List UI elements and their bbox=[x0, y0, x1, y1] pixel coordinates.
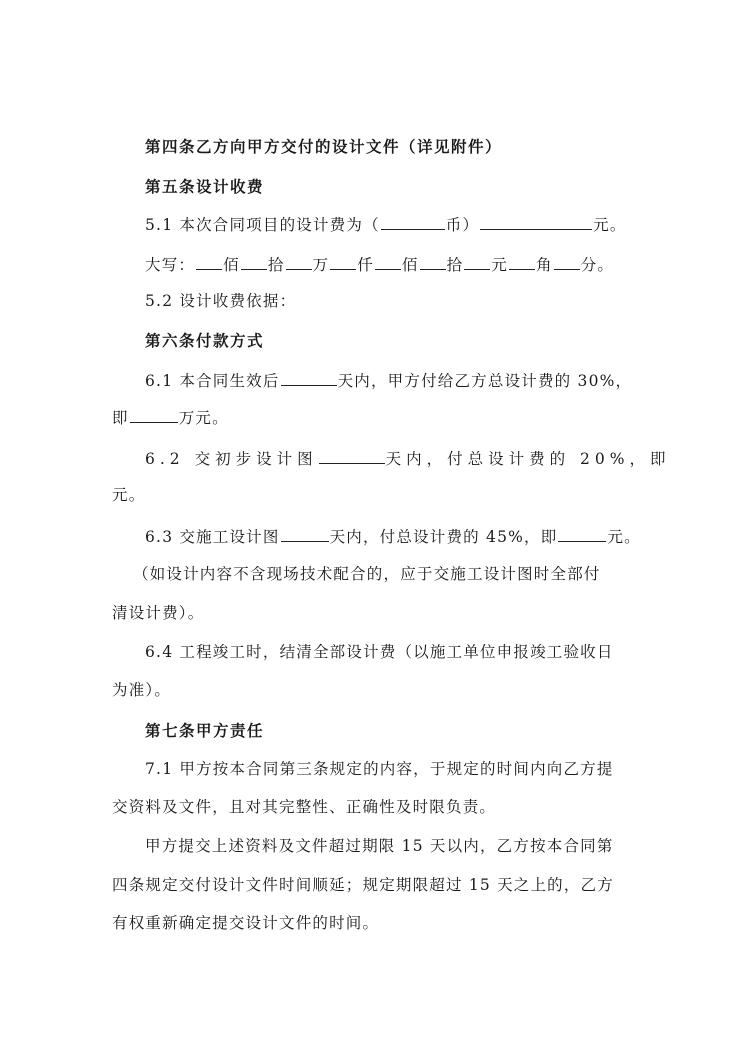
capital-unit: 元 bbox=[491, 256, 509, 274]
clause-5-1-middle: 币） bbox=[445, 216, 480, 234]
clause-5-2: 5.2 设计收费依据： bbox=[145, 292, 297, 310]
clause-5-1-prefix: 5.1 本次合同项目的设计费为（ bbox=[145, 216, 380, 234]
capital-blank[interactable] bbox=[286, 253, 312, 270]
capital-blank[interactable] bbox=[196, 253, 222, 270]
capital-blank[interactable] bbox=[420, 253, 446, 270]
clause-6-1-line2-prefix: 即 bbox=[112, 409, 129, 427]
clause-6-3 bbox=[145, 525, 673, 548]
article-6-heading: 第六条付款方式 bbox=[145, 331, 265, 350]
clause-5-1-suffix: 元。 bbox=[593, 216, 627, 234]
capital-unit: 拾 bbox=[446, 256, 464, 274]
clause-6-4-line-1: 6.4 工程竣工时，结清全部设计费（以施工单位申报竣工验收日 bbox=[145, 643, 614, 661]
clause-6-3-middle: 天内，付总设计费的 45%，即 bbox=[329, 528, 558, 546]
days-blank[interactable] bbox=[281, 369, 337, 386]
article-7-heading: 第七条甲方责任 bbox=[145, 721, 265, 740]
clause-7-1-line-1: 7.1 甲方按本合同第三条规定的内容，于规定的时间内向乙方提 bbox=[145, 760, 614, 778]
capital-blank[interactable] bbox=[241, 253, 267, 270]
clause-6-1-line2-suffix: 万元。 bbox=[178, 409, 229, 427]
clause-6-3-suffix: 元。 bbox=[607, 528, 641, 546]
clause-6-2-prefix: 6.2 交初步设计图 bbox=[145, 450, 318, 468]
clause-5-1 bbox=[145, 213, 673, 236]
clause-6-2-line-1 bbox=[145, 447, 673, 470]
design-fee-amount-blank[interactable] bbox=[480, 213, 592, 230]
capital-unit: 角 bbox=[536, 256, 553, 274]
clause-6-1-line-1 bbox=[145, 369, 673, 392]
capital-blank[interactable] bbox=[464, 253, 490, 270]
payment-note-line-1: （如设计内容不含现场技术配合的，应于交施工设计图时全部付 bbox=[133, 565, 601, 583]
clause-7-1-line-2: 交资料及文件，且对其完整性、正确性及时限负责。 bbox=[112, 798, 497, 816]
capital-label: 大写： bbox=[145, 256, 196, 274]
clause-6-1-middle: 天内，甲方付给乙方总设计费的 30%， bbox=[337, 372, 633, 390]
clause-6-2-middle: 天内，付总设计费的 20%，即 bbox=[385, 450, 671, 468]
capital-unit: 分。 bbox=[580, 256, 615, 274]
clause-6-1-line-2 bbox=[112, 406, 640, 429]
capital-blank[interactable] bbox=[375, 253, 401, 270]
days-blank[interactable] bbox=[319, 447, 385, 464]
paragraph-line-3: 有权重新确定提交设计文件的时间。 bbox=[112, 914, 380, 932]
amount-blank[interactable] bbox=[130, 406, 178, 423]
paragraph-line-1: 甲方提交上述资料及文件超过期限 15 天以内，乙方按本合同第 bbox=[145, 837, 614, 855]
capital-amount-line bbox=[145, 253, 673, 276]
clause-6-4-line-2: 为准）。 bbox=[112, 681, 172, 699]
capital-blank[interactable] bbox=[554, 253, 580, 270]
clause-6-1-prefix: 6.1 本合同生效后 bbox=[145, 372, 280, 390]
clause-6-2-line-2: 元。 bbox=[112, 486, 146, 504]
article-5-heading: 第五条设计收费 bbox=[145, 177, 265, 196]
currency-blank[interactable] bbox=[381, 213, 445, 230]
capital-unit: 仟 bbox=[357, 256, 374, 274]
capital-blank[interactable] bbox=[330, 253, 356, 270]
capital-unit: 佰 bbox=[401, 256, 419, 274]
article-4-heading: 第四条乙方向甲方交付的设计文件（详见附件） bbox=[145, 137, 503, 156]
paragraph-line-2: 四条规定交付设计文件时间顺延；规定期限超过 15 天之上的，乙方 bbox=[112, 876, 614, 894]
amount-blank[interactable] bbox=[558, 525, 606, 542]
capital-blank[interactable] bbox=[509, 253, 535, 270]
payment-note-line-2: 清设计费）。 bbox=[112, 604, 205, 622]
capital-unit: 万 bbox=[312, 256, 330, 274]
clause-6-3-prefix: 6.3 交施工设计图 bbox=[145, 528, 280, 546]
days-blank[interactable] bbox=[281, 525, 329, 542]
capital-unit: 拾 bbox=[267, 256, 285, 274]
capital-unit: 佰 bbox=[223, 256, 240, 274]
